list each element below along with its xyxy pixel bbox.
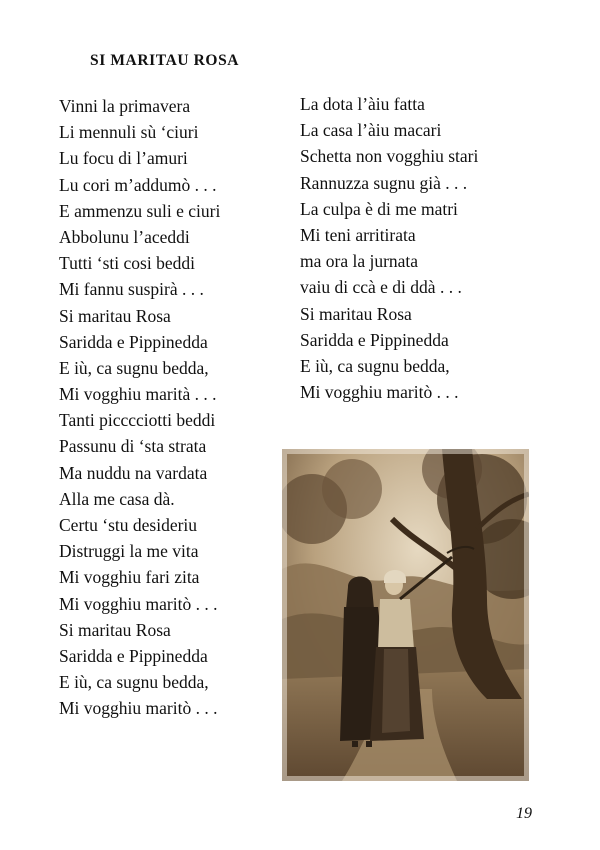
poem-line: Li mennuli sù ‘ciuri [59,122,199,143]
sepia-photo-two-women [282,449,529,781]
poem-line: Mi vogghiu maritò . . . [59,698,218,719]
poem-line: Vinni la primavera [59,96,191,116]
poem-line: La culpa è di me matri [300,198,458,219]
poem-column-left [59,93,220,722]
poem-line: Rannuzza sugnu già . . . [300,172,468,193]
poem-line: Certu ‘stu desideriu [59,515,198,535]
poem-line: Distruggi la me vita [59,541,199,562]
page-title: SI MARITAU ROSA [90,52,240,69]
poem-line: Si maritau Rosa [59,619,171,640]
poem-line: vaiu di ccà e di ddà . . . [300,277,462,298]
poem-line: E iù, ca sugnu bedda, [59,672,209,693]
poem-line: Saridda e Pippinedda [300,329,449,350]
poem-line: E iù, ca sugnu bedda, [59,357,209,378]
poem-line: La dota l’àiu fatta [300,94,425,114]
poem-line: Mi teni arritirata [300,224,416,245]
poem-line: Si maritau Rosa [300,303,412,324]
poem-line: Mi vogghiu marità . . . [59,384,217,405]
page-number: 19 [516,805,532,822]
poem-line: La casa l’àiu macari [300,120,442,141]
poem-line: Lu focu di l’amuri [59,148,188,169]
poem-column-right [300,91,478,405]
poem-line: Passunu di ‘sta strata [59,436,207,457]
poem-line: Mi vogghiu maritò . . . [300,382,459,403]
poem-line: Lu cori m’addumò . . . [59,174,217,195]
poem-line: Tutti ‘sti cosi beddi [59,253,195,274]
poem-line: Alla me casa dà. [59,488,175,509]
poem-line: Mi vogghiu maritò . . . [59,593,218,614]
poem-line: Si maritau Rosa [59,305,171,326]
poem-line: Ma nuddu na vardata [59,462,208,483]
poem-line: E iù, ca sugnu bedda, [300,355,450,376]
poem-line: Saridda e Pippinedda [59,331,208,352]
poem-line: Schetta non vogghiu stari [300,146,479,167]
poem-line: Mi fannu suspirà . . . [59,279,204,300]
poem-line: Saridda e Pippinedda [59,645,208,666]
poem-line: Tanti picccciotti beddi [59,410,216,431]
poem-line: E ammenzu suli e ciuri [59,200,221,221]
poem-line: Mi vogghiu fari zita [59,567,200,588]
poem-line: Abbolunu l’aceddi [59,226,190,247]
poem-line: ma ora la jurnata [300,251,419,272]
